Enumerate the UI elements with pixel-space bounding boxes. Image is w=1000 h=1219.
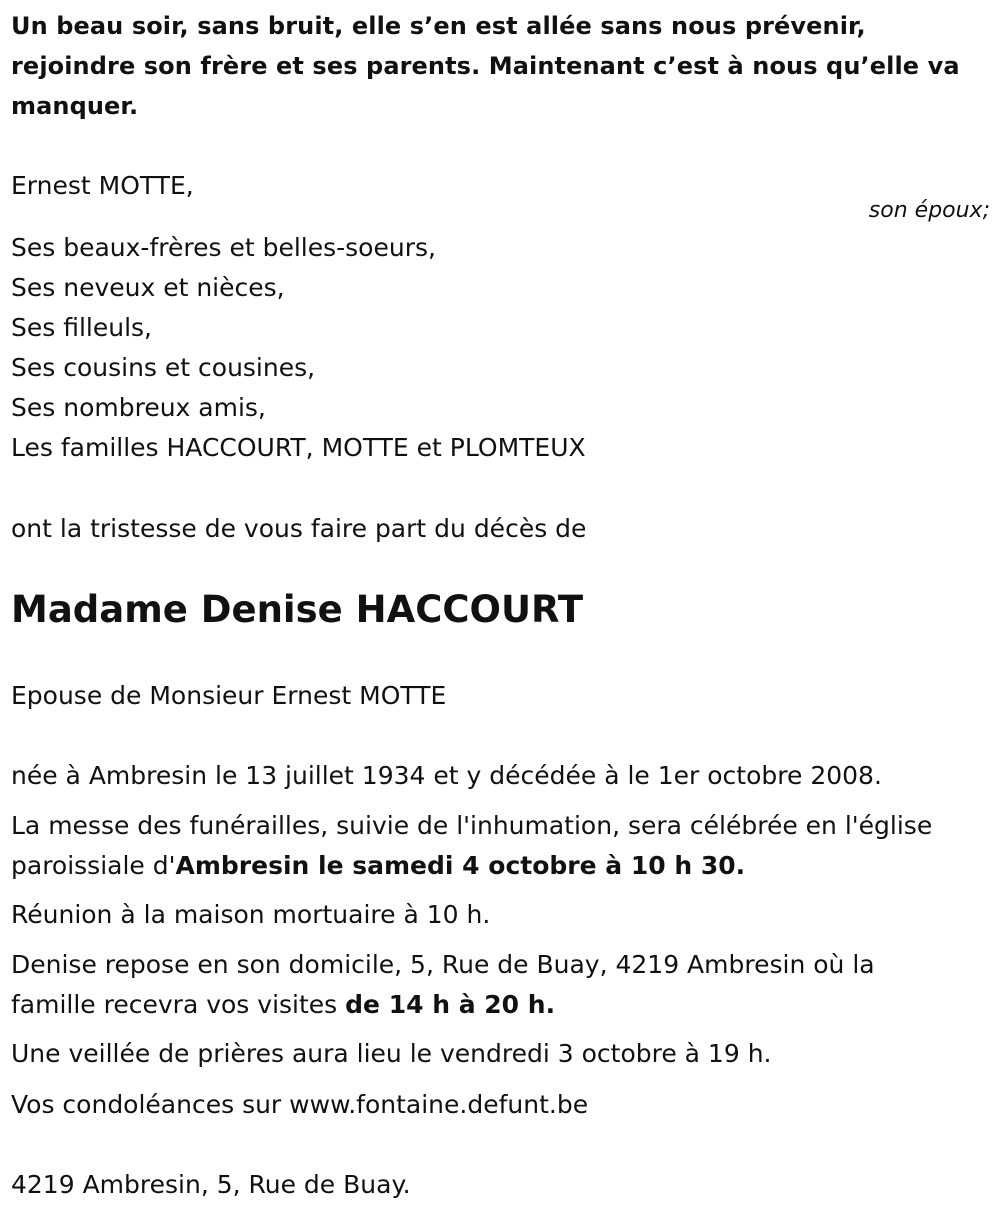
epitaph <box>11 6 990 126</box>
vigil-info: Une veillée de prières aura lieu le vendredi 3 octobre à 19 h. <box>11 1039 772 1068</box>
funeral-line-2 <box>11 846 990 886</box>
condolences-info <box>11 1085 990 1125</box>
funeral-info <box>11 806 990 886</box>
repose-line-2 <box>11 985 990 1025</box>
spouse-relation: son époux; <box>868 198 990 223</box>
gathering-info: Réunion à la maison mortuaire à 10 h. <box>11 900 491 929</box>
visiting-hours: de 14 h à 20 h. <box>345 990 556 1019</box>
relative-item: Ses beaux-frères et belles-soeurs, <box>11 233 436 262</box>
spouse-of: Epouse de Monsieur Ernest MOTTE <box>11 681 447 710</box>
epitaph-line: manquer. <box>11 92 139 120</box>
spouse-name: Ernest MOTTE, <box>11 171 194 200</box>
repose-text-2: famille recevra vos visites <box>11 990 346 1019</box>
repose-text-1: Denise repose en son domicile, 5, Rue de Buay, 4219 Ambresin où la <box>11 950 875 979</box>
repose-info <box>11 945 990 1025</box>
condolences-link[interactable]: www.fontaine.defunt.be <box>289 1090 589 1119</box>
address: 4219 Ambresin, 5, Rue de Buay. <box>11 1170 411 1199</box>
relative-item: Les familles HACCOURT, MOTTE et PLOMTEUX <box>11 433 586 462</box>
funeral-text-1: La messe des funérailles, suivie de l'inhumation, sera célébrée en l'église <box>11 811 933 840</box>
funeral-date: Ambresin le samedi 4 octobre à 10 h 30. <box>175 851 746 880</box>
epitaph-line: rejoindre son frère et ses parents. Maintenant c’est à nous qu’elle va <box>11 52 960 80</box>
relative-item: Ses filleuls, <box>11 313 153 342</box>
relative-item: Ses cousins et cousines, <box>11 353 316 382</box>
deceased-name: Madame Denise HACCOURT <box>11 588 584 631</box>
relative-item: Ses neveux et nièces, <box>11 273 285 302</box>
epitaph-line: Un beau soir, sans bruit, elle s’en est allée sans nous prévenir, <box>11 12 866 40</box>
condolences-prefix: Vos condoléances sur <box>11 1090 290 1119</box>
birth-death: née à Ambresin le 13 juillet 1934 et y décédée à le 1er octobre 2008. <box>11 761 882 790</box>
relatives-list <box>11 228 990 468</box>
funeral-text-2: paroissiale d' <box>11 851 176 880</box>
announcement: ont la tristesse de vous faire part du décès de <box>11 514 587 543</box>
relative-item: Ses nombreux amis, <box>11 393 266 422</box>
